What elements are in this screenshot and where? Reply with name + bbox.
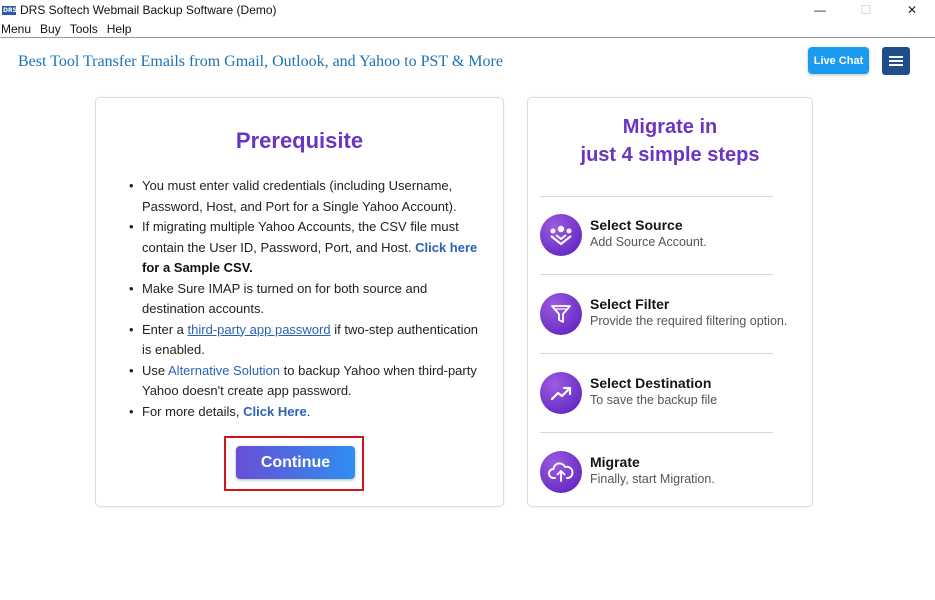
menu-divider bbox=[0, 37, 935, 38]
step-description: Add Source Account. bbox=[590, 235, 707, 249]
step-title: Select Source bbox=[590, 217, 683, 233]
divider bbox=[540, 432, 773, 433]
steps-title bbox=[528, 113, 812, 169]
item-text: Enter a bbox=[142, 321, 188, 337]
steps-title-line2: just 4 simple steps bbox=[580, 144, 760, 166]
divider bbox=[540, 274, 773, 275]
item-text: if two-step authentication is enabled. bbox=[142, 321, 479, 357]
list-item bbox=[142, 176, 482, 217]
filter-icon bbox=[540, 293, 582, 335]
minimize-button[interactable]: — bbox=[814, 3, 826, 17]
close-button[interactable]: ✕ bbox=[906, 3, 918, 17]
menu-bar bbox=[0, 21, 935, 37]
live-chat-button[interactable]: Live Chat bbox=[808, 47, 869, 74]
prerequisite-list bbox=[142, 176, 482, 422]
item-text: For more details, bbox=[142, 403, 244, 419]
menu-item-tools[interactable]: Tools bbox=[69, 22, 98, 36]
step-description: Finally, start Migration. bbox=[590, 472, 715, 486]
prerequisite-title: Prerequisite bbox=[235, 128, 364, 153]
divider bbox=[540, 353, 773, 354]
step-title: Select Destination bbox=[590, 375, 712, 391]
window-title: DRS Softech Webmail Backup Software (Demo) bbox=[20, 3, 277, 17]
list-item bbox=[142, 279, 482, 320]
step-select-destination bbox=[540, 372, 810, 416]
item-text: If migrating multiple Yahoo Accounts, the CSV file must contain the User ID, Password, Port, and Host. bbox=[142, 219, 459, 255]
menu-item-buy[interactable]: Buy bbox=[40, 22, 61, 36]
alternative-solution-link[interactable]: Alternative Solution bbox=[168, 362, 281, 378]
sample-csv-text: for a Sample CSV. bbox=[142, 260, 253, 275]
list-item bbox=[142, 217, 482, 279]
cloud-upload-icon bbox=[540, 451, 582, 493]
hamburger-icon bbox=[889, 55, 903, 67]
step-description: Provide the required filtering option. bbox=[590, 314, 788, 328]
list-item bbox=[142, 361, 482, 402]
list-item bbox=[142, 402, 482, 423]
step-title: Migrate bbox=[590, 454, 640, 470]
steps-title-line1: Migrate in bbox=[622, 116, 718, 138]
steps-card bbox=[527, 97, 813, 507]
divider bbox=[540, 196, 773, 197]
app-password-link[interactable]: third-party app password bbox=[187, 321, 331, 337]
more-details-link[interactable]: Click Here bbox=[243, 403, 307, 419]
app-logo-icon: DRS bbox=[3, 6, 17, 14]
hamburger-menu-button[interactable] bbox=[882, 47, 910, 75]
step-select-source bbox=[540, 214, 810, 258]
page-headline: Best Tool Transfer Emails from Gmail, Outlook, and Yahoo to PST & More bbox=[18, 53, 503, 70]
trend-arrow-icon bbox=[540, 372, 582, 414]
item-text: Use bbox=[142, 362, 169, 378]
menu-item-menu[interactable]: Menu bbox=[1, 22, 32, 36]
item-text: Make Sure IMAP is turned on for both source and destination accounts. bbox=[142, 280, 428, 316]
item-text: You must enter valid credentials (including Username, Password, Host, and Port for a Single Yahoo Account). bbox=[142, 178, 457, 214]
step-select-filter bbox=[540, 293, 810, 337]
list-item bbox=[142, 320, 482, 361]
step-title: Select Filter bbox=[590, 296, 670, 312]
sample-csv-link[interactable]: Click here bbox=[415, 239, 478, 255]
step-migrate bbox=[540, 451, 810, 495]
continue-button[interactable]: Continue bbox=[236, 446, 355, 479]
step-description: To save the backup file bbox=[590, 393, 718, 407]
title-bar bbox=[0, 0, 935, 20]
menu-item-help[interactable]: Help bbox=[106, 22, 132, 36]
maximize-button[interactable]: ☐ bbox=[860, 3, 872, 17]
item-text: . bbox=[306, 403, 311, 419]
item-text: to backup Yahoo when third-party Yahoo doesn't create app password. bbox=[142, 362, 477, 398]
window-controls bbox=[797, 0, 935, 20]
users-icon bbox=[540, 214, 582, 256]
